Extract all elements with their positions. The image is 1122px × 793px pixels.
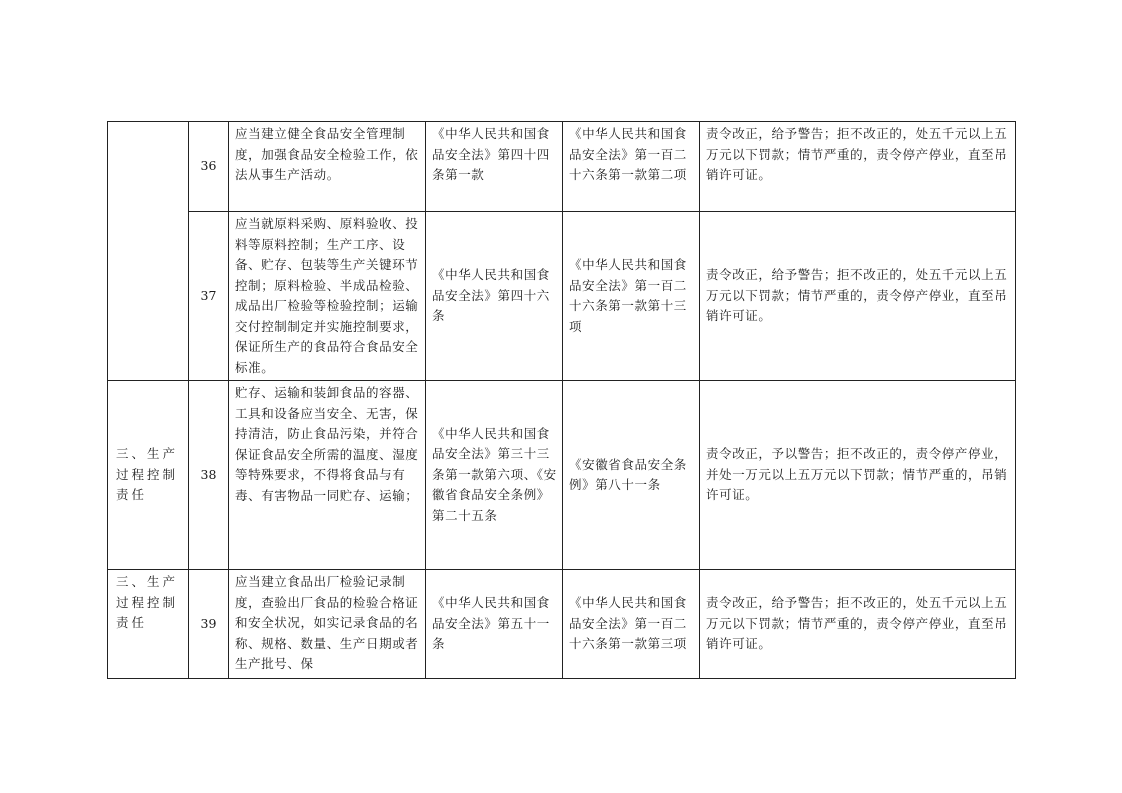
penalty-basis-cell: 《中华人民共和国食品安全法》第一百二十六条第一款第二项 (563, 122, 700, 212)
requirement-cell: 贮存、运输和装卸食品的容器、工具和设备应当安全、无害，保持清洁，防止食品污染，并符合保证食品安全所需的温度、湿度等特殊要求，不得将食品与有毒、有害物品一同贮存、运输； (229, 381, 426, 570)
legal-basis-cell: 《中华人民共和国食品安全法》第四十四条第一款 (426, 122, 563, 212)
item-number: 36 (189, 122, 229, 212)
penalty-basis-cell: 《中华人民共和国食品安全法》第一百二十六条第一款第十三项 (563, 212, 700, 381)
penalty-cell: 责令改正，给予警告；拒不改正的，处五千元以上五万元以下罚款；情节严重的，责令停产停业，直至吊销许可证。 (700, 570, 1016, 679)
category-cell (108, 122, 189, 381)
penalty-cell: 责令改正，给予警告；拒不改正的，处五千元以上五万元以下罚款；情节严重的，责令停产停业，直至吊销许可证。 (700, 122, 1016, 212)
penalty-cell: 责令改正，予以警告；拒不改正的，责令停产停业，并处一万元以上五万元以下罚款；情节严重的，吊销许可证。 (700, 381, 1016, 570)
penalty-basis-cell: 《安徽省食品安全条例》第八十一条 (563, 381, 700, 570)
item-number: 38 (189, 381, 229, 570)
requirement-cell: 应当建立食品出厂检验记录制度，查验出厂食品的检验合格证和安全状况，如实记录食品的名称、规格、数量、生产日期或者生产批号、保 (229, 570, 426, 679)
liability-table (107, 121, 1016, 679)
penalty-basis-cell: 《中华人民共和国食品安全法》第一百二十六条第一款第三项 (563, 570, 700, 679)
item-number: 39 (189, 570, 229, 679)
table-row (108, 381, 1016, 570)
category-cell: 三、生产过程控制责任 (108, 570, 189, 679)
item-number: 37 (189, 212, 229, 381)
requirement-cell: 应当就原料采购、原料验收、投料等原料控制；生产工序、设备、贮存、包装等生产关键环节控制；原料检验、半成品检验、成品出厂检验等检验控制；运输交付控制制定并实施控制要求，保证所生产的食品符合食品安全标准。 (229, 212, 426, 381)
penalty-cell: 责令改正，给予警告；拒不改正的，处五千元以上五万元以下罚款；情节严重的，责令停产停业，直至吊销许可证。 (700, 212, 1016, 381)
table-row (108, 570, 1016, 679)
legal-basis-cell: 《中华人民共和国食品安全法》第五十一条 (426, 570, 563, 679)
requirement-cell: 应当建立健全食品安全管理制度，加强食品安全检验工作，依法从事生产活动。 (229, 122, 426, 212)
legal-basis-cell: 《中华人民共和国食品安全法》第三十三条第一款第六项、《安徽省食品安全条例》第二十五条 (426, 381, 563, 570)
legal-basis-cell: 《中华人民共和国食品安全法》第四十六条 (426, 212, 563, 381)
category-cell: 三、生产过程控制责任 (108, 381, 189, 570)
table-row (108, 212, 1016, 381)
table-row (108, 122, 1016, 212)
